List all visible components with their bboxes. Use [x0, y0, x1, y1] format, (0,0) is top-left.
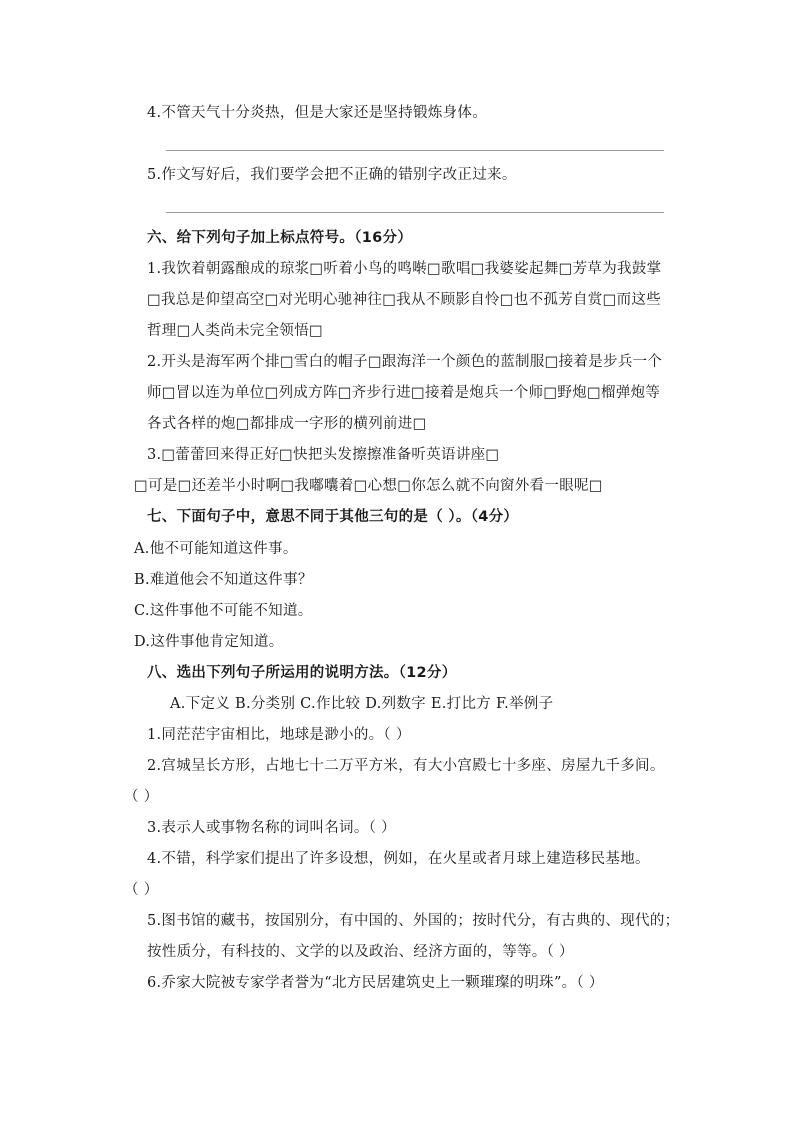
s8-question-4-line1: 4.不错，科学家们提出了许多设想，例如，在火星或者月球上建造移民基地。: [147, 851, 650, 867]
s8-question-2-line1: 2.宫城呈长方形，占地七十二万平方米，有大小宫殿七十多座、房屋九千多间。: [147, 758, 665, 774]
s5-question-5: 5.作文写好后，我们要学会把不正确的错别字改正过来。: [147, 167, 517, 183]
s7-option-a: A.他不可能知道这件事。: [134, 541, 298, 557]
s8-question-6: 6.乔家大院被专家学者誉为“北方民居建筑史上一颗璀璨的明珠”。（ ）: [147, 975, 604, 991]
section-6-title: 六、给下列句子加上标点符号。（16分）: [147, 230, 413, 246]
s5-question-4: 4.不管天气十分炎热，但是大家还是坚持锻炼身体。: [147, 105, 488, 121]
s8-question-2-line2: （ ）: [124, 789, 159, 805]
s6-q1-line3: 哲理□人类尚未完全领悟□: [147, 323, 323, 339]
s7-option-d: D.这件事他肯定知道。: [134, 634, 284, 650]
s6-q2-line1: 2.开头是海军两个排□雪白的帽子□跟海洋一个颜色的蓝制服□接着是步兵一个: [147, 354, 663, 370]
s7-option-c: C.这件事他不可能不知道。: [134, 603, 313, 619]
s8-question-1: 1.同茫茫宇宙相比，地球是渺小的。（ ）: [147, 727, 411, 743]
s6-q3-line1: 3.□蕾蕾回来得正好□快把头发擦擦准备听英语讲座□: [147, 447, 500, 463]
s6-q3-line2: □可是□还差半小时啊□我嘟囔着□心想□你怎么就不向窗外看一眼呢□: [134, 478, 603, 494]
section-8-title: 八、选出下列句子所运用的说明方法。（12分）: [147, 665, 457, 681]
s6-q1-line2: □我总是仰望高空□对光明心驰神往□我从不顾影自怜□也不孤芳自赏□而这些: [147, 292, 661, 308]
s8-question-5-line1: 5.图书馆的藏书，按国别分，有中国的、外国的；按时代分，有古典的、现代的；: [147, 913, 680, 929]
s6-q2-line2: 师□冒以连为单位□列成方阵□齐步行进□接着是炮兵一个师□野炮□榴弹炮等: [147, 385, 661, 401]
s8-question-5-line2: 按性质分，有科技的、文学的以及政治、经济方面的，等等。（ ）: [147, 944, 574, 960]
s6-q2-line3: 各式各样的炮□都排成一字形的横列前进□: [147, 416, 427, 432]
s8-question-4-line2: （ ）: [124, 882, 159, 898]
section-7-title: 七、下面句子中，意思不同于其他三句的是（ ）。（4分）: [147, 509, 519, 525]
answer-line-5: [166, 212, 664, 213]
s8-method-options: A.下定义 B.分类别 C.作比较 D.列数字 E.打比方 F.举例子: [170, 696, 554, 712]
answer-line-4: [166, 150, 664, 151]
s6-q1-line1: 1.我饮着朝露酿成的琼浆□听着小鸟的鸣啭□歌唱□我婆娑起舞□芳草为我鼓掌: [147, 261, 662, 277]
s8-question-3: 3.表示人或事物名称的词叫名词。（ ）: [147, 820, 396, 836]
s7-option-b: B.难道他会不知道这件事？: [134, 572, 313, 588]
